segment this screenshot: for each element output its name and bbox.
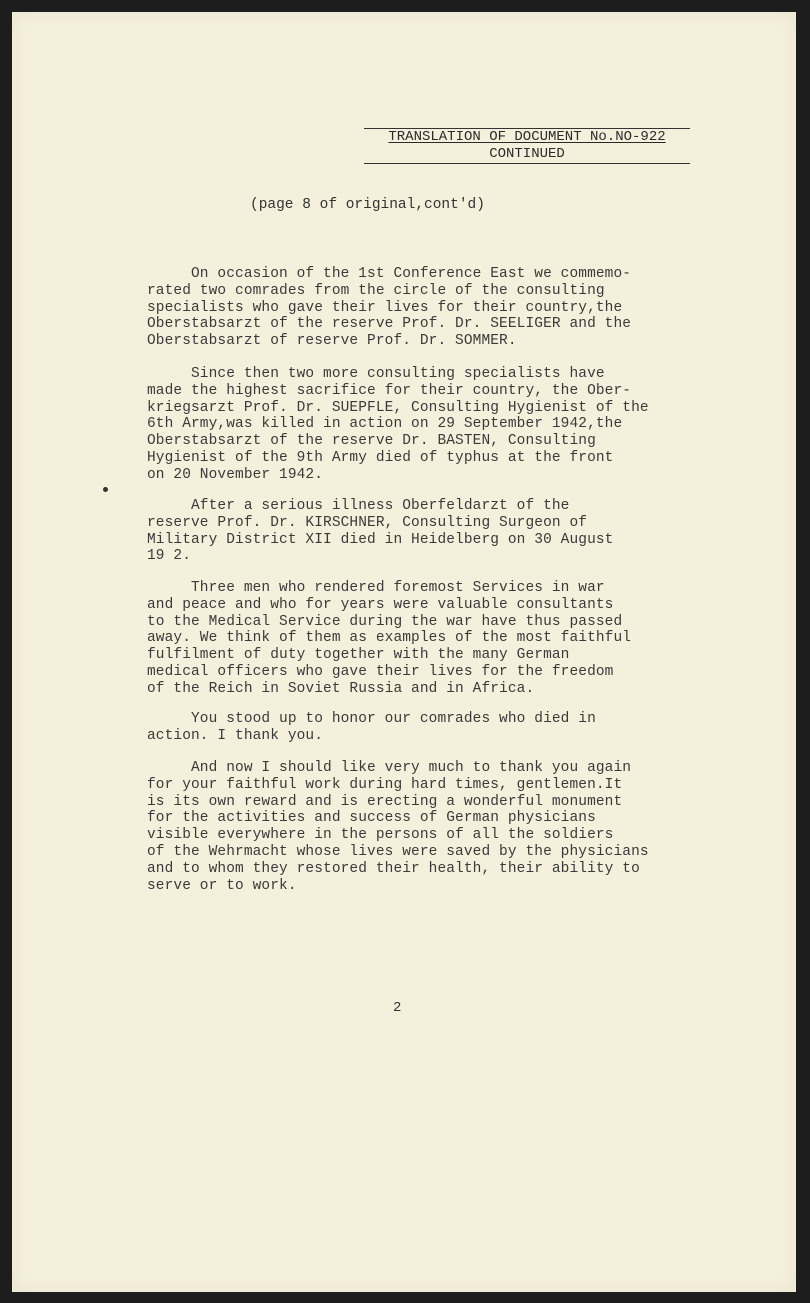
text-line: rated two comrades from the circle of the consulting [147,282,605,299]
text-line: 6th Army,was killed in action on 29 September 1942,the [147,416,623,433]
text-line: on 20 November 1942. [147,466,324,483]
paragraph-4 [147,580,719,698]
text-line: specialists who gave their lives for their country,the [147,299,623,316]
paragraph-6 [147,760,719,894]
text-line: and peace and who for years were valuable consultants [147,596,614,613]
text-line: away. We think of them as examples of the most faithful [147,630,632,647]
text-line: reserve Prof. Dr. KIRSCHNER, Consulting Surgeon of [147,514,588,531]
text-line: medical officers who gave their lives for the freedom [147,663,614,680]
text-line: for your faithful work during hard times, gentlemen.It [147,776,623,793]
header-subtitle: CONTINUED [489,146,565,162]
text-line: for the activities and success of German physicians [147,810,596,827]
text-line: visible everywhere in the persons of all the soldiers [147,827,614,844]
paragraph-3 [147,498,719,565]
text-line: Military District XII died in Heidelberg on 30 August [147,531,614,548]
text-line: of the Reich in Soviet Russia and in Africa. [147,680,535,697]
text-line: Oberstabsarzt of the reserve Prof. Dr. SEELIGER and the [147,316,632,333]
page-reference: (page 8 of original,cont'd) [250,197,485,213]
text-line: Hygienist of the 9th Army died of typhus at the front [147,449,614,466]
page-number: 2 [393,1000,402,1016]
document-header [364,128,690,164]
text-line: action. I thank you. [147,727,324,744]
paragraph-2 [147,366,719,484]
text-line: Three men who rendered foremost Services in war [147,580,605,596]
paragraph-5 [147,711,719,745]
ink-speck [103,487,108,492]
header-bottom-rule [364,163,690,164]
text-line: serve or to work. [147,877,297,894]
text-line: Since then two more consulting specialists have [147,366,605,382]
text-line: is its own reward and is erecting a wonderful monument [147,793,623,810]
text-line: Oberstabsarzt of reserve Prof. Dr. SOMMER. [147,333,517,350]
text-line: 19 2. [147,548,192,565]
text-line: to the Medical Service during the war have thus passed [147,613,623,630]
text-line: On occasion of the 1st Conference East we commemo- [147,266,632,282]
header-title: TRANSLATION OF DOCUMENT No.NO-922 [388,129,666,145]
paragraph-1 [147,266,719,350]
text-line: of the Wehrmacht whose lives were saved by the physicians [147,843,649,860]
text-line: And now I should like very much to thank you again [147,760,632,776]
text-line: and to whom they restored their health, their ability to [147,860,640,877]
text-line: You stood up to honor our comrades who died in [147,711,596,727]
text-line: made the highest sacrifice for their country, the Ober- [147,382,632,399]
text-line: fulfilment of duty together with the many German [147,647,570,664]
text-line: kriegsarzt Prof. Dr. SUEPFLE, Consulting Hygienist of the [147,399,649,416]
text-line: Oberstabsarzt of the reserve Dr. BASTEN, Consulting [147,433,596,450]
text-line: After a serious illness Oberfeldarzt of the [147,498,570,514]
